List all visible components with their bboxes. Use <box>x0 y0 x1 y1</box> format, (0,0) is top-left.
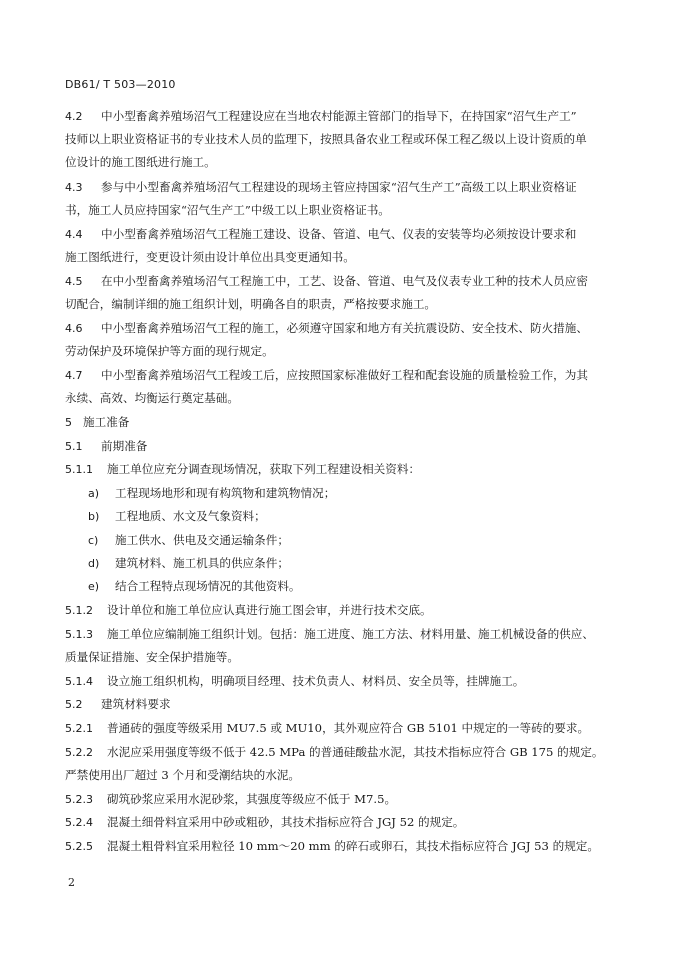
list-item-c: c) 施工供水、供电及交通运输条件； <box>88 533 289 547</box>
clause-5-1-3-line-1: 5.1.3 施工单位应编制施工组织计划。包括：施工进度、施工方法、材料用量、施工机械设备的供应、 <box>65 627 594 641</box>
clause-5-2-4: 5.2.4 混凝土细骨料宜采用中砂或粗砂，其技术指标应符合 JGJ 52 的规定。 <box>65 815 465 829</box>
clause-5-1-4: 5.1.4 设立施工组织机构，明确项目经理、技术负责人、材料员、安全员等，挂牌施工。 <box>65 674 525 688</box>
clause-4-7-line-1: 4.7 中小型畜禽养殖场沼气工程竣工后，应按照国家标准做好工程和配套设施的质量检验工作，为其 <box>65 368 588 382</box>
section-5-heading: 5 施工准备 <box>65 415 130 429</box>
clause-4-3-line-2: 书，施工人员应持国家“沼气生产工”中级工以上职业资格证书。 <box>65 203 390 217</box>
section-5-2-heading: 5.2 建筑材料要求 <box>65 697 171 711</box>
list-item-a: a) 工程现场地形和现有构筑物和建筑物情况； <box>88 486 336 500</box>
clause-4-3-line-1: 4.3 参与中小型畜禽养殖场沼气工程建设的现场主管应持国家“沼气生产工”高级工以上职业资格证 <box>65 180 577 194</box>
clause-4-5-line-1: 4.5 在中小型畜禽养殖场沼气工程施工中，工艺、设备、管道、电气及仪表专业工种的技术人员应密 <box>65 274 588 288</box>
clause-5-1-2: 5.1.2 设计单位和施工单位应认真进行施工图会审，并进行技术交底。 <box>65 603 432 617</box>
clause-4-4-line-1: 4.4 中小型畜禽养殖场沼气工程施工建设、设备、管道、电气、仪表的安装等均必须按设计要求和 <box>65 227 577 241</box>
clause-5-2-2-line-2: 严禁使用出厂超过 3 个月和受潮结块的水泥。 <box>65 768 301 782</box>
clause-4-2-line-2: 技师以上职业资格证书的专业技术人员的监理下，按照具备农业工程或环保工程乙级以上设计资质的单 <box>65 132 587 146</box>
document-code: DB61/ T 503—2010 <box>65 78 176 91</box>
clause-4-2-line-3: 位设计的施工图纸进行施工。 <box>65 155 216 169</box>
clause-5-2-5: 5.2.5 混凝土粗骨料宜采用粒径 10 mm～20 mm 的碎石或卵石，其技术指标应符合 JGJ 53 的规定。 <box>65 839 599 853</box>
list-item-e: e) 结合工程特点现场情况的其他资料。 <box>88 579 301 593</box>
clause-4-7-line-2: 永续、高效、均衡运行奠定基础。 <box>65 391 239 405</box>
clause-5-2-2-line-1: 5.2.2 水泥应采用强度等级不低于 42.5 MPa 的普通硅酸盐水泥，其技术指标应符合 GB 175 的规定。 <box>65 745 604 759</box>
list-item-b: b) 工程地质、水文及气象资料； <box>88 509 266 523</box>
clause-4-5-line-2: 切配合，编制详细的施工组织计划，明确各自的职责，严格按要求施工。 <box>65 297 437 311</box>
clause-5-2-1: 5.2.1 普通砖的强度等级采用 MU7.5 或 MU10，其外观应符合 GB 5101 中规定的一等砖的要求。 <box>65 721 590 735</box>
clause-4-2-line-1: 4.2 中小型畜禽养殖场沼气工程建设应在当地农村能源主管部门的指导下，在持国家“沼气生产工” <box>65 109 577 123</box>
section-5-1-heading: 5.1 前期准备 <box>65 439 148 453</box>
clause-4-6-line-1: 4.6 中小型畜禽养殖场沼气工程的施工，必须遵守国家和地方有关抗震设防、安全技术、防火措施、 <box>65 321 588 335</box>
clause-5-1-3-line-2: 质量保证措施、安全保护措施等。 <box>65 650 239 664</box>
page-number: 2 <box>68 876 75 889</box>
header-rule <box>65 97 614 98</box>
clause-5-1-1: 5.1.1 施工单位应充分调查现场情况，获取下列工程建设相关资料： <box>65 462 421 476</box>
clause-4-6-line-2: 劳动保护及环境保护等方面的现行规定。 <box>65 344 274 358</box>
list-item-d: d) 建筑材料、施工机具的供应条件； <box>88 556 289 570</box>
clause-5-2-3: 5.2.3 砌筑砂浆应采用水泥砂浆，其强度等级应不低于 M7.5。 <box>65 792 397 806</box>
clause-4-4-line-2: 施工图纸进行，变更设计须由设计单位出具变更通知书。 <box>65 250 355 264</box>
